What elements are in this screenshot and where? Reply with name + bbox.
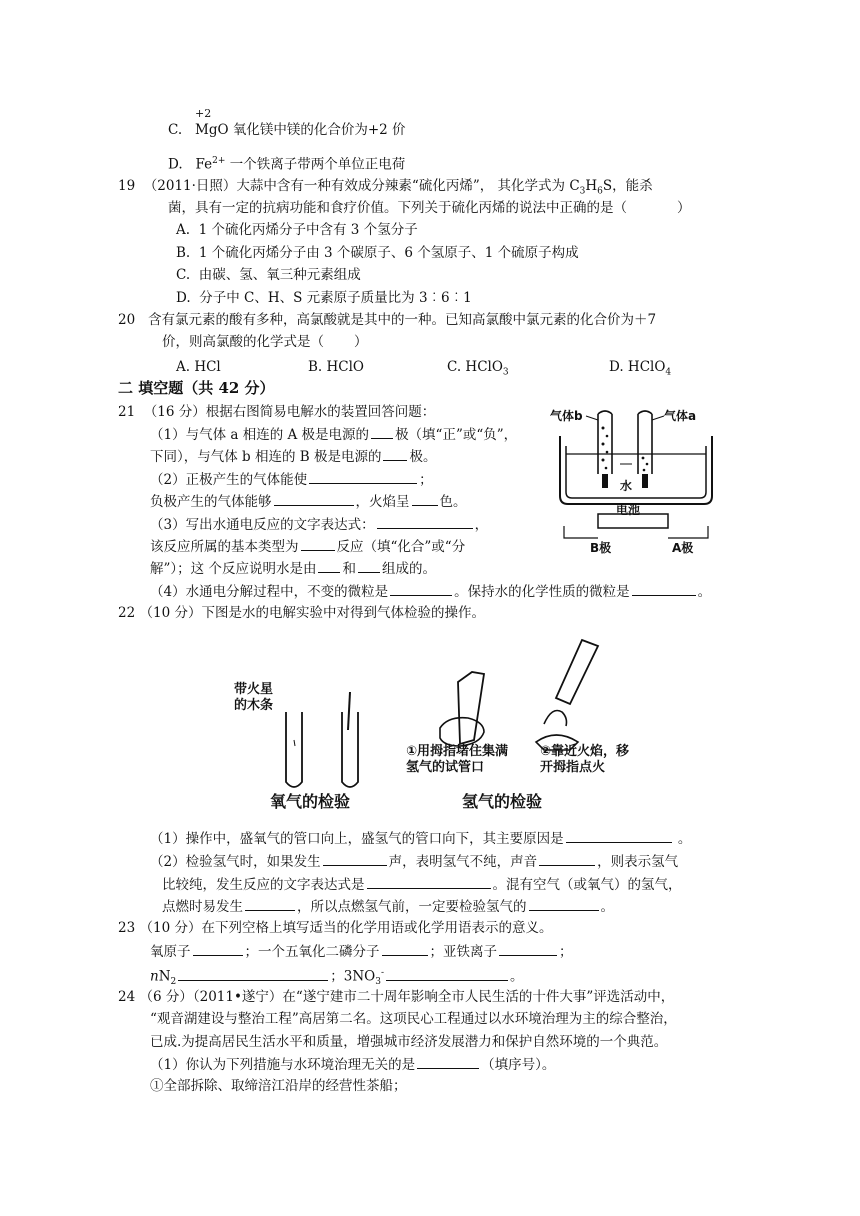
q22-part1: （1）操作中，盛氧气的管口向上，盛氢气的管口向下，其主要原因是 。 bbox=[150, 828, 691, 849]
q24-line1: 24 （6 分）（2011•遂宁）在“遂宁建市二十周年影响全市人民生活的十件大事”评选活动中， bbox=[118, 989, 675, 1005]
q20-option-d: D. HClO$_4$ bbox=[609, 359, 672, 378]
q24-option-1: ①全部拆除、取缔涪江沿岸的经营性茶船； bbox=[150, 1078, 407, 1094]
q24-line2: “观音湖建设与整治工程”高居第二名。这项民心工程通过以水环境治理为主的综合整治， bbox=[150, 1011, 677, 1027]
electrolysis-apparatus-figure bbox=[546, 406, 724, 558]
q18-option-c: C. MgO 氧化镁中镁的化合价为+2 价 bbox=[168, 122, 406, 138]
caption-hydrogen-test: 氢气的检验 bbox=[462, 792, 543, 811]
q19-option-b: B. 1 个硫化丙烯分子由 3 个碳原子、6 个氢原子、1 个硫原子构成 bbox=[176, 245, 579, 261]
caption-oxygen-test: 氧气的检验 bbox=[270, 792, 351, 811]
gas-a-label: 气体a bbox=[664, 409, 697, 423]
q19-line2: 菌，具有一定的抗病功能和食疗价值。下列关于硫化丙烯的说法中正确的是（ ） bbox=[168, 200, 691, 216]
q19-option-d: D. 分子中 C、H、S 元素原子质量比为 3︰6︰1 bbox=[176, 290, 472, 306]
q21-intro: 21 （16 分）根据右图简易电解水的装置回答问题： bbox=[118, 404, 436, 420]
q20-option-b: B. HClO bbox=[308, 359, 364, 375]
q24-line3: 已成.为提高居民生活水平和质量，增强城市经济发展潜力和保护自然环境的一个典范。 bbox=[150, 1034, 668, 1050]
q18-option-d: D. $Fe^{2+}$ 一个铁离子带两个单位正电荷 bbox=[168, 156, 406, 173]
q19-option-c: C. 由碳、氢、氧三种元素组成 bbox=[176, 267, 361, 283]
q19-option-a: A. 1 个硫化丙烯分子中含有 3 个氢分子 bbox=[176, 222, 418, 238]
q21-part2: （2）正极产生的气体能使 ； bbox=[150, 469, 433, 490]
battery-label: 电池 bbox=[616, 503, 641, 517]
q22-part2: （2）检验氢气时，如果发生 声，表明氢气不纯，声音 ，则表示氢气 bbox=[150, 851, 678, 872]
oxidation-state: +2 bbox=[195, 107, 212, 120]
q21-part3: （3）写出水通电反应的文字表达式： ， bbox=[150, 514, 488, 535]
q21-part3-cont2: 解”）；这 个反应说明水是由 和 组成的。 bbox=[150, 558, 436, 579]
q21-part4: （4）水通电分解过程中，不变的微粒是 。保持水的化学性质的微粒是 。 bbox=[150, 581, 711, 602]
pole-a-label: A极 bbox=[672, 541, 694, 555]
pole-b-label: B极 bbox=[590, 541, 612, 555]
q20-option-a: A. HCl bbox=[176, 359, 221, 375]
q21-part1: （1）与气体 a 相连的 A 极是电源的 极（填“正”或“负”， bbox=[150, 424, 517, 445]
section-heading: 二 填空题（共 42 分） bbox=[118, 379, 275, 397]
q22-part2-cont2: 点燃时易发生 ，所以点燃氢气前，一定要检验氢气的 。 bbox=[162, 896, 614, 917]
q21-part1-cont: 下同），与气体 b 相连的 B 极是电源的 极。 bbox=[150, 446, 436, 467]
water-label: 水 bbox=[620, 479, 633, 493]
q20-line1: 20 含有氯元素的酸有多种，高氯酸就是其中的一种。已知高氯酸中氯元素的化合价为＋7 bbox=[118, 312, 657, 328]
q19-line1: 19 （2011·日照）大蒜中含有一种有效成分辣素“硫化丙烯”， 其化学式为 $C_3H_6S$，能杀 bbox=[118, 178, 653, 197]
q22-intro: 22 （10 分）下图是水的电解实验中对得到气体检验的操作。 bbox=[118, 605, 485, 621]
step2-label: ②靠近火焰，移 开拇指点火 bbox=[540, 744, 630, 775]
q21-part2-cont: 负极产生的气体能够 ，火焰呈 色。 bbox=[150, 491, 467, 512]
q23-intro: 23 （10 分）在下列空格上填写适当的化学用语或化学用语表示的意义。 bbox=[118, 920, 553, 936]
step1-label: ①用拇指堵住集满 氢气的试管口 bbox=[406, 744, 509, 775]
q24-part1: （1）你认为下列措施与水环境治理无关的是 （填序号）。 bbox=[150, 1054, 555, 1075]
q23-line1: 氧原子 ；一个五氧化二磷分子 ；亚铁离子 ； bbox=[150, 941, 573, 962]
q21-part3-cont: 该反应所属的基本类型为 反应（填“化合”或“分 bbox=[150, 536, 465, 557]
gas-b-label: 气体b bbox=[550, 409, 583, 423]
q20-line2: 价，则高氯酸的化学式是（ ） bbox=[162, 334, 368, 350]
q23-line2: $nN_2$ ；$3NO_3^-$ 。 bbox=[150, 963, 524, 992]
gas-test-figure bbox=[222, 632, 652, 818]
splint-label: 带火星 的木条 bbox=[234, 682, 274, 713]
q20-option-c: C. HClO$_3$ bbox=[447, 359, 509, 378]
q22-part2-cont: 比较纯，发生反应的文字表达式是 。混有空气（或氧气）的氢气， bbox=[162, 874, 682, 895]
